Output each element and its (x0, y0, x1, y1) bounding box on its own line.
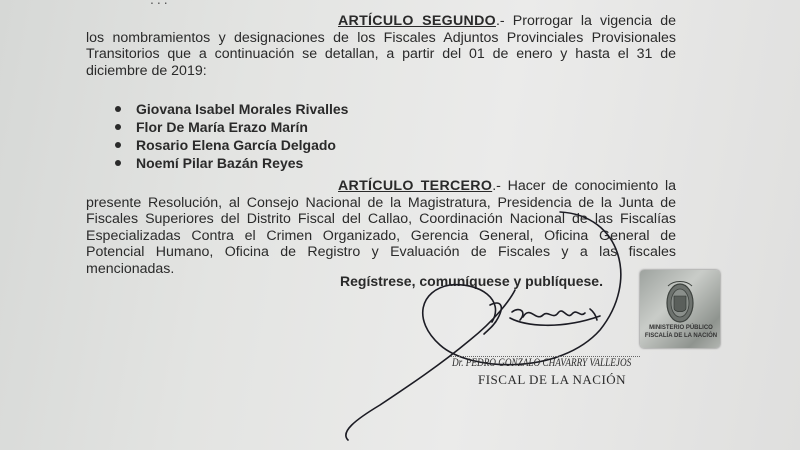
cut-off-text (150, 0, 171, 7)
article-three-paragraph (86, 178, 676, 277)
list-item: Flor De María Erazo Marín (112, 118, 348, 136)
seal-line-1: MINISTERIO PÚBLICO (649, 325, 713, 331)
list-item: Rosario Elena García Delgado (112, 136, 348, 154)
article-three-body: .- Hacer de conocimiento la presente Resolución, al Consejo Nacional de la Magistratura, Presidencia de la Junta de Fiscales Superiores del Distrito Fiscal del Callao, Coordinación Nacional de las Fiscalías Especializadas Contra el Crimen Organizado, Gerencia General, Oficina General de Potencial Humano, Oficina de Registro y Evaluación de Fiscales y a las fiscales mencionadas. (86, 178, 676, 277)
signatory-name: Dr. PEDRO GONZALO CHAVARRY VALLEJOS (452, 357, 632, 369)
article-two-body: .- Prorrogar la vigencia de los nombramientos y designaciones de los Fiscales Adjuntos Provinciales Provisionales Transitorios que a continuación se detallan, a partir del 01 de enero y hasta el 31 de diciembre de 2019: (86, 13, 676, 79)
seal-text (641, 325, 721, 340)
article-three-heading: ARTÍCULO TERCERO (338, 178, 493, 194)
signatory-role: FISCAL DE LA NACIÓN (478, 372, 627, 387)
list-item: Noemí Pilar Bazán Reyes (112, 154, 348, 172)
names-list (112, 100, 348, 172)
list-item: Giovana Isabel Morales Rivalles (112, 100, 348, 118)
closing-formula: Regístrese, comuníquese y publíquese. (340, 273, 603, 289)
article-two-paragraph (86, 13, 676, 79)
article-two-heading: ARTÍCULO SEGUNDO (338, 13, 496, 29)
seal-line-2: FISCALÍA DE LA NACIÓN (644, 332, 718, 339)
